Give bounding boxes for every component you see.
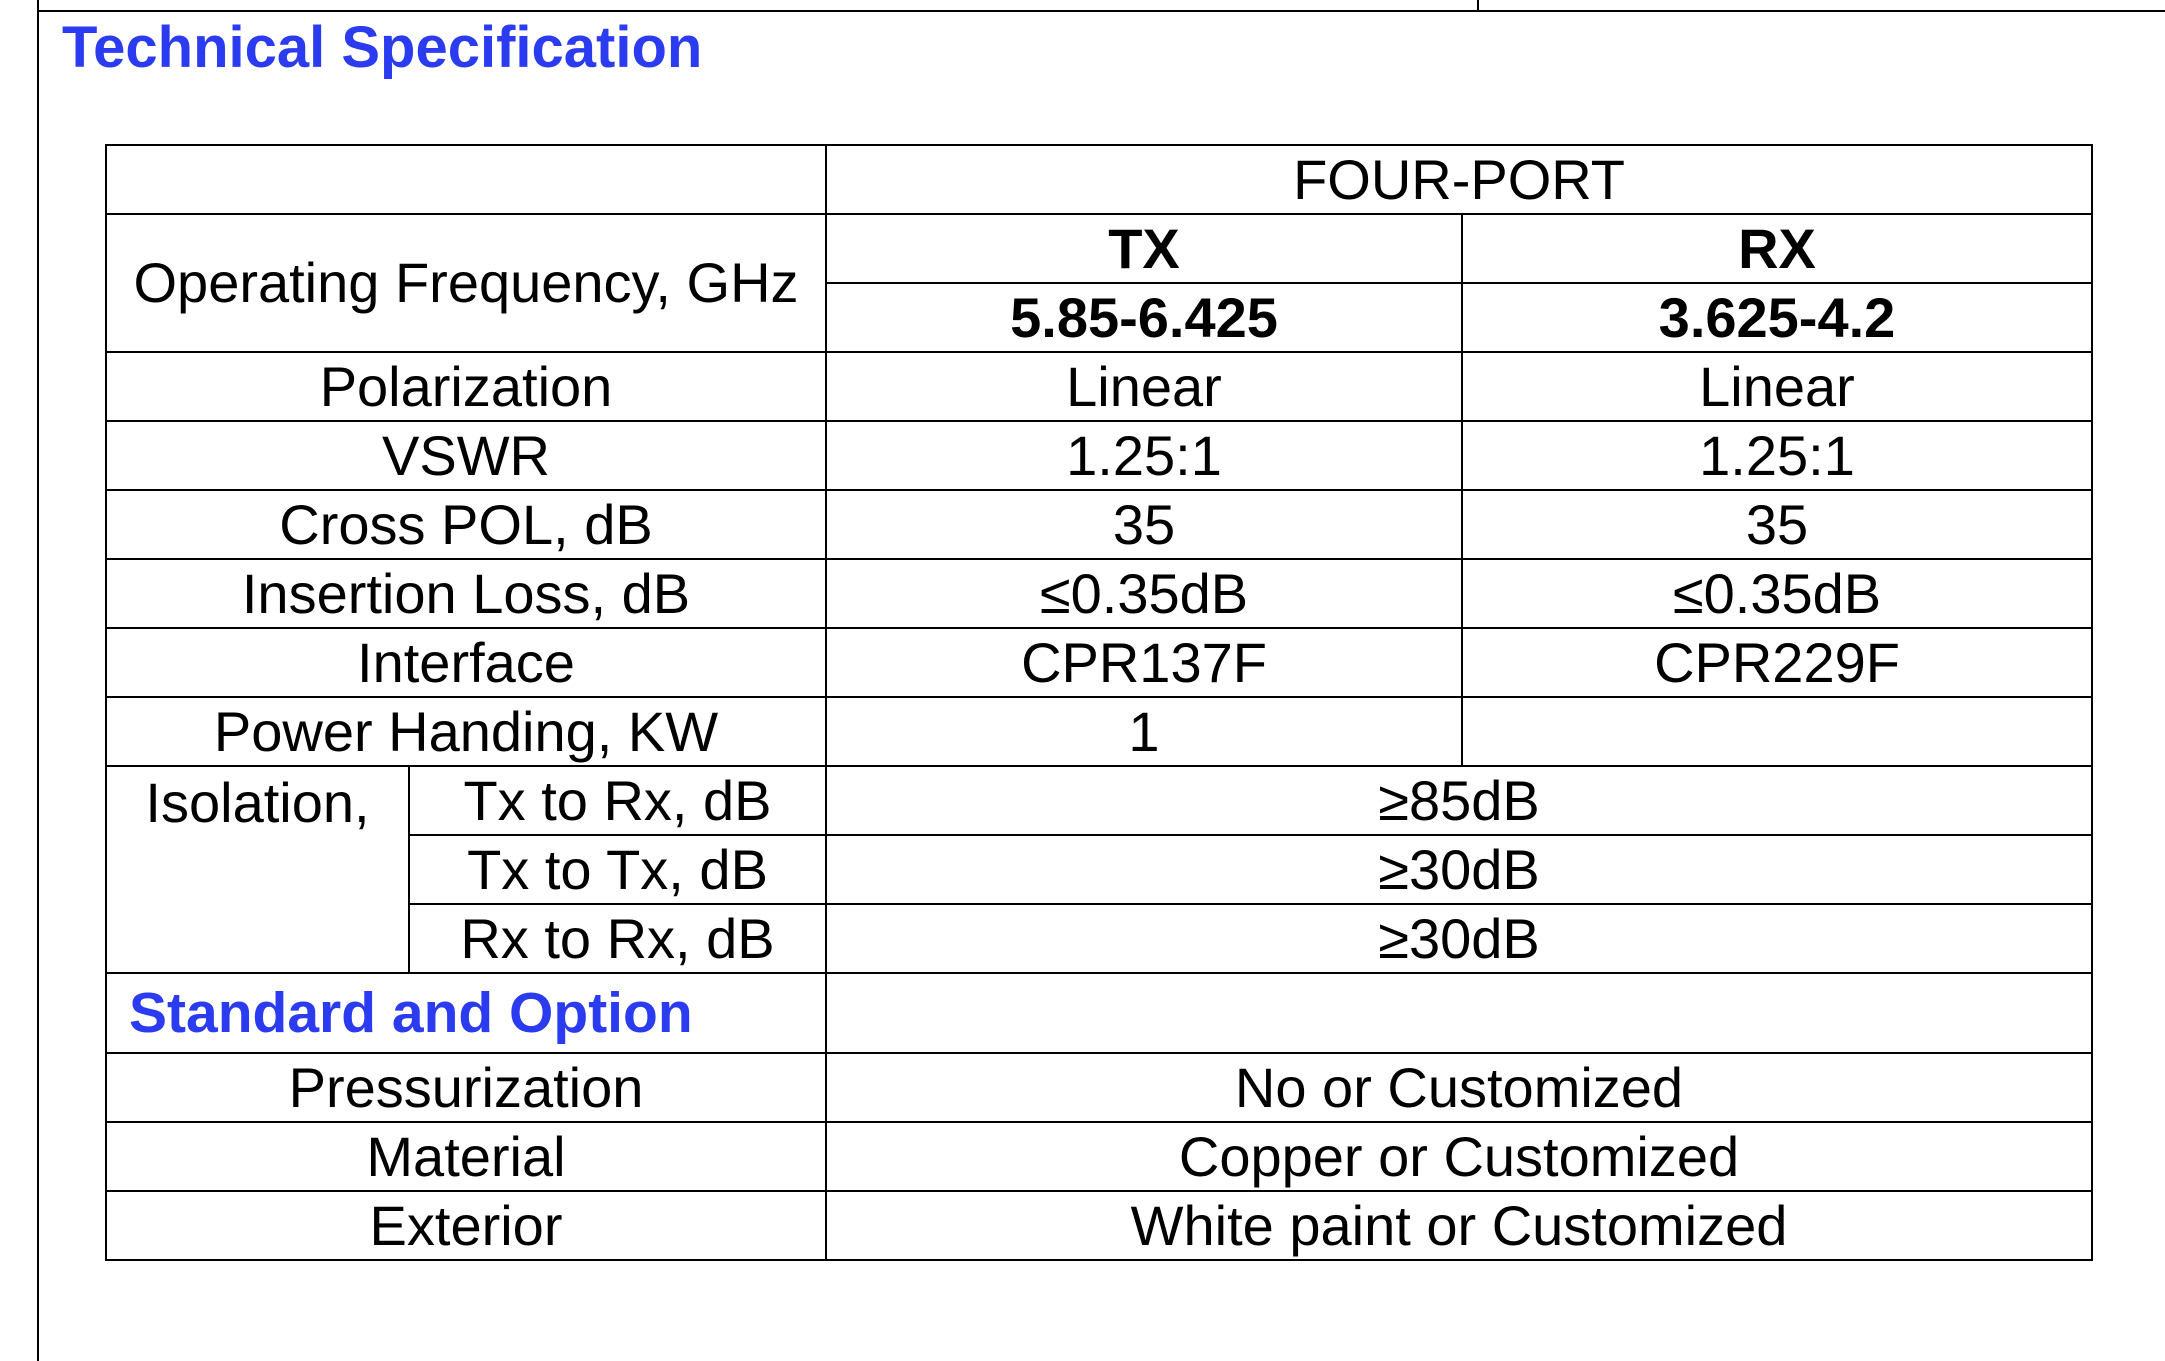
top-divider-line (1477, 0, 1479, 11)
tx-value: CPR137F (826, 628, 1462, 697)
tx-value: ≤0.35dB (826, 559, 1462, 628)
row-label: Power Handing, KW (106, 697, 826, 766)
top-border-line (39, 0, 2165, 12)
table-row (106, 628, 2092, 697)
tx-value: 1.25:1 (826, 421, 1462, 490)
table-row (106, 559, 2092, 628)
row-label: VSWR (106, 421, 826, 490)
rx-value: 1.25:1 (1462, 421, 2092, 490)
rx-value (1462, 697, 2092, 766)
tx-value: Linear (826, 352, 1462, 421)
table-row (106, 973, 2092, 1053)
rx-frequency: 3.625-4.2 (1462, 283, 2092, 352)
table-row (106, 766, 2092, 835)
tx-value: 35 (826, 490, 1462, 559)
four-port-header: FOUR-PORT (826, 145, 2092, 214)
table-row (106, 1191, 2092, 1260)
left-border-line (37, 0, 39, 1361)
table-row (106, 1122, 2092, 1191)
option-value: Copper or Customized (826, 1122, 2092, 1191)
isolation-sub-label: Tx to Rx, dB (409, 766, 826, 835)
option-label: Material (106, 1122, 826, 1191)
rx-header: RX (1462, 214, 2092, 283)
isolation-label: Isolation, (106, 766, 409, 973)
frequency-label: Operating Frequency, GHz (106, 214, 826, 352)
rx-value: CPR229F (1462, 628, 2092, 697)
header-empty-cell (106, 145, 826, 214)
row-label: Insertion Loss, dB (106, 559, 826, 628)
rx-value: ≤0.35dB (1462, 559, 2092, 628)
isolation-value: ≥30dB (826, 835, 2092, 904)
row-label: Cross POL, dB (106, 490, 826, 559)
rx-value: 35 (1462, 490, 2092, 559)
tx-frequency: 5.85-6.425 (826, 283, 1462, 352)
option-value: White paint or Customized (826, 1191, 2092, 1260)
tx-header: TX (826, 214, 1462, 283)
table-row (106, 352, 2092, 421)
table-row (106, 697, 2092, 766)
table-row (106, 490, 2092, 559)
empty-cell (826, 973, 2092, 1053)
table-row (106, 145, 2092, 214)
rx-value: Linear (1462, 352, 2092, 421)
option-label: Exterior (106, 1191, 826, 1260)
page-title: Technical Specification (62, 15, 703, 80)
option-value: No or Customized (826, 1053, 2092, 1122)
isolation-value: ≥30dB (826, 904, 2092, 973)
table-row (106, 1053, 2092, 1122)
isolation-sub-label: Tx to Tx, dB (409, 835, 826, 904)
row-label: Polarization (106, 352, 826, 421)
spec-table (105, 144, 2093, 1261)
tx-value: 1 (826, 697, 1462, 766)
table-row (106, 421, 2092, 490)
option-label: Pressurization (106, 1053, 826, 1122)
table-row (106, 214, 2092, 283)
isolation-sub-label: Rx to Rx, dB (409, 904, 826, 973)
row-label: Interface (106, 628, 826, 697)
standard-option-heading: Standard and Option (106, 973, 826, 1053)
isolation-value: ≥85dB (826, 766, 2092, 835)
